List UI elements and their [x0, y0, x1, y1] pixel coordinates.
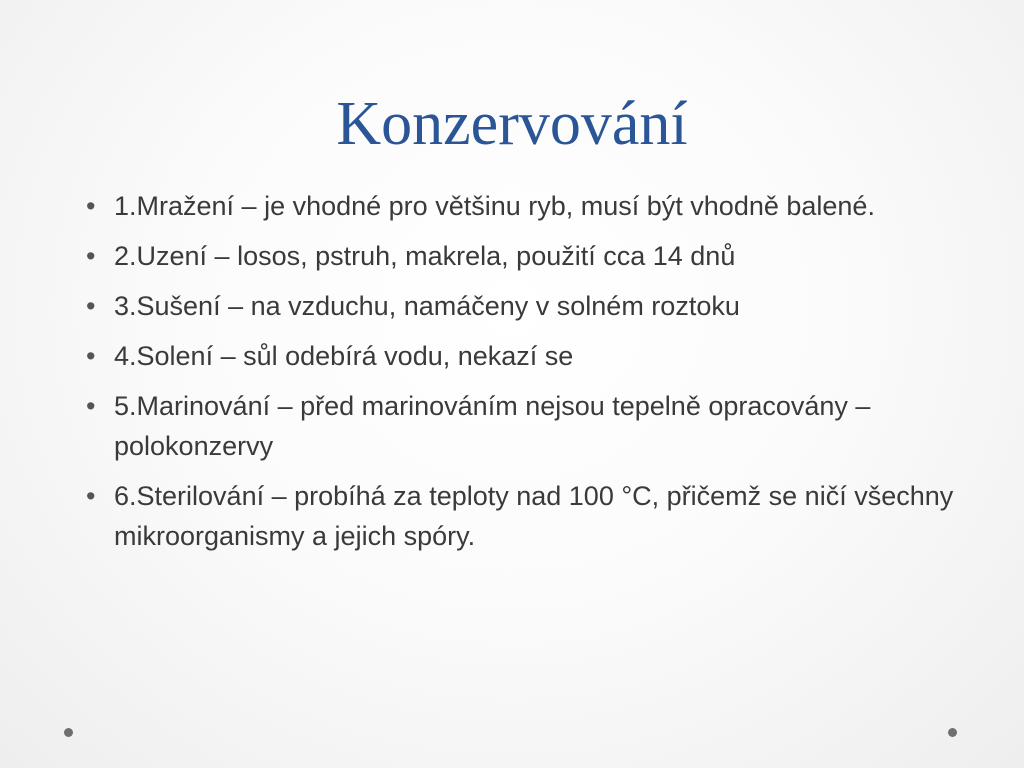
bullet-text: 4.Solení – sůl odebírá vodu, nekazí se [114, 341, 574, 371]
bullet-list [86, 186, 966, 566]
bullet-item-1 [86, 186, 966, 226]
bullet-item-2 [86, 236, 966, 276]
bullet-dot-icon: • [86, 241, 96, 271]
bullet-dot-icon: • [86, 291, 96, 321]
slide-title: Konzervování [336, 90, 688, 158]
bullet-text: 5.Marinování – před marinováním nejsou tepelně opracovány – polokonzervy [114, 391, 871, 461]
corner-dot-right [948, 728, 957, 737]
bullet-dot-icon: • [86, 481, 96, 511]
bullet-text: 3.Sušení – na vzduchu, namáčeny v solném roztoku [114, 291, 740, 321]
bullet-dot-icon: • [86, 191, 96, 221]
bullet-text: 6.Sterilování – probíhá za teploty nad 100 °C, přičemž se ničí všechny mikroorganismy a jejich spóry. [114, 481, 954, 551]
bullet-item-3 [86, 286, 966, 326]
bullet-item-5 [86, 386, 966, 466]
bullet-dot-icon: • [86, 341, 96, 371]
bullet-text: 2.Uzení – losos, pstruh, makrela, použití cca 14 dnů [114, 241, 736, 271]
corner-dot-left [64, 728, 73, 737]
bullet-item-4 [86, 336, 966, 376]
bullet-text: 1.Mražení – je vhodné pro většinu ryb, musí být vhodně balené. [114, 191, 875, 221]
bullet-item-6 [86, 476, 966, 556]
bullet-dot-icon: • [86, 391, 96, 421]
